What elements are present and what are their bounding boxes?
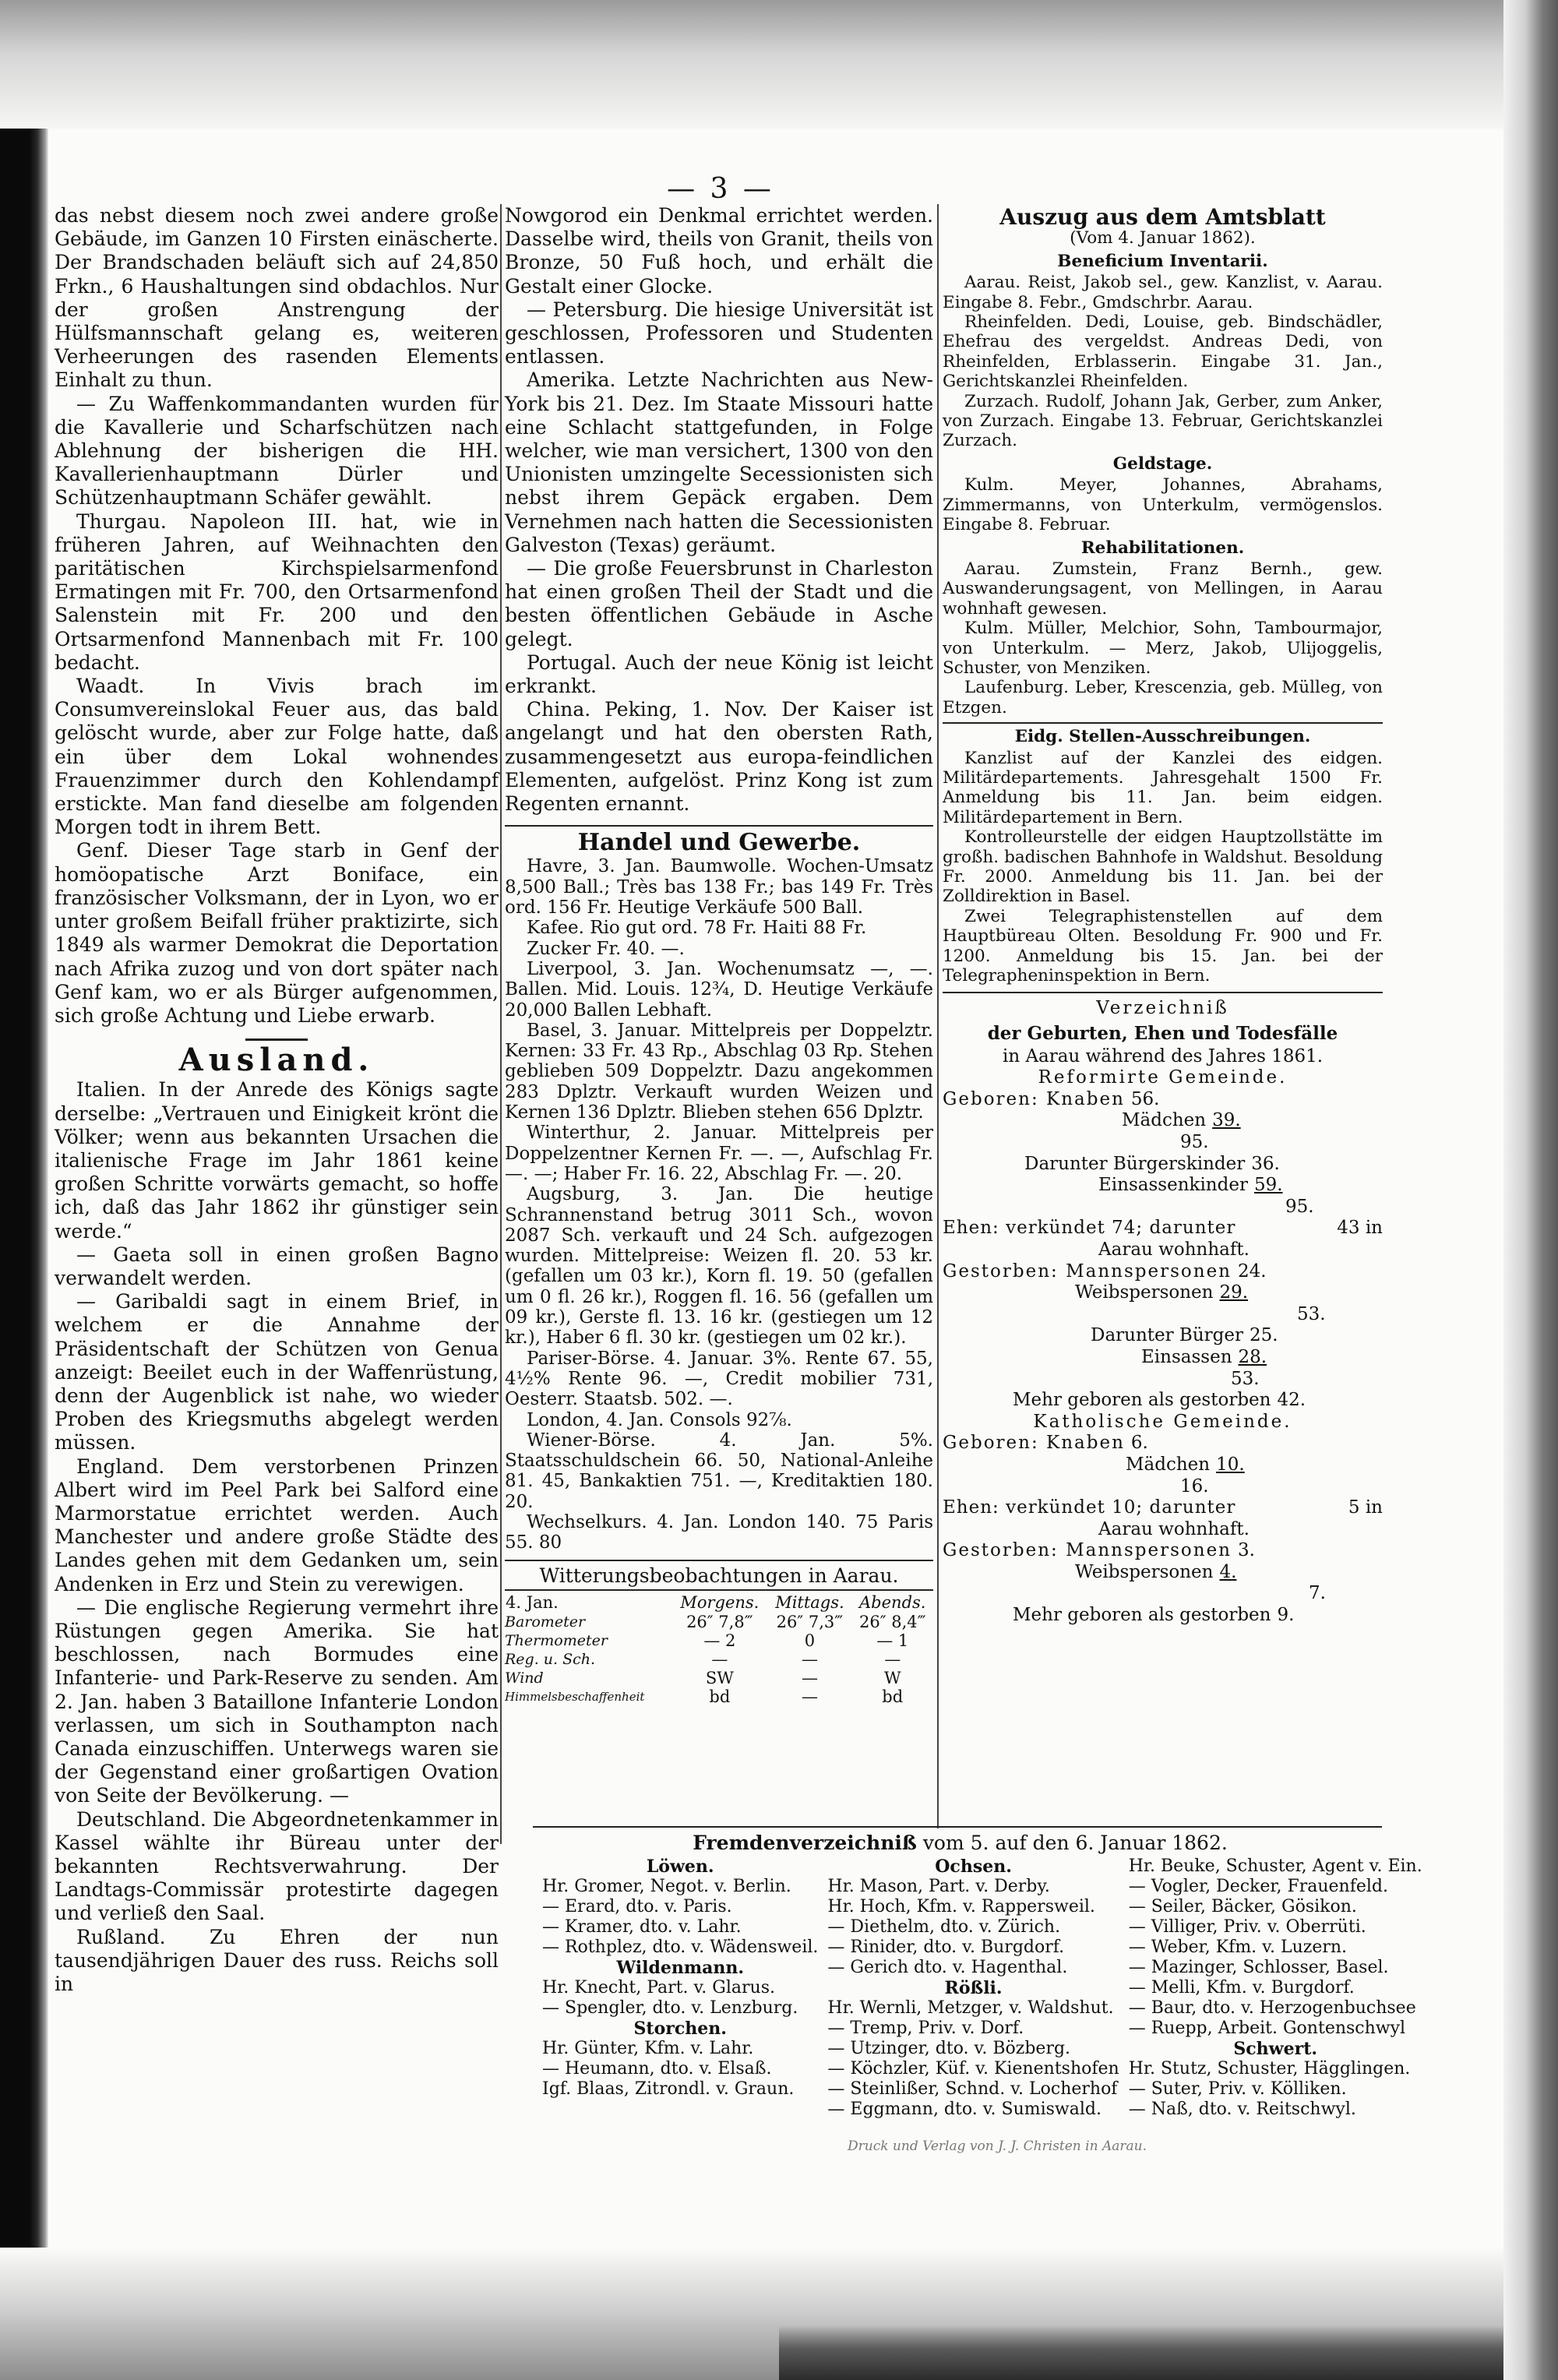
stat-total: 53. [1297, 1303, 1326, 1324]
weather-cell: 26″ 7,3‴ [776, 1612, 844, 1631]
stat-line [943, 1089, 1383, 1111]
weather-cell: 0 [804, 1631, 816, 1650]
weather-row-label: Barometer [505, 1613, 586, 1631]
imprint: Druck und Verlag von J. J. Christen in Aarau. [848, 2138, 1147, 2154]
weather-title: Witterungsbeobachtungen in Aarau. [539, 1564, 899, 1587]
weather-col-morning: Morgens. [680, 1592, 760, 1612]
article-brand: das nebst diesem noch zwei andere große Gebäude, im Ganzen 10 Firsten einäscherte. Der Brandschaden beläuft sich auf 24,850 Frkn., 6 Haushaltungen sind obdachlos. Nur der großen Anstrengung der Hülfsmannschaft gelang es, weiteren Verheerungen des rasenden Elements Einhalt zu thun. [55, 204, 499, 392]
stat-value: 25. [1249, 1325, 1278, 1346]
weather-table [505, 1592, 933, 1706]
stat-line [943, 1605, 1383, 1627]
stat-line [943, 1154, 1383, 1176]
guest-line: Igf. Blaas, Zitrondl. v. Graun. [542, 2079, 795, 2099]
weather-cell: — 1 [876, 1631, 909, 1650]
guest-line: — Gerich dto. v. Hagenthal. [827, 1958, 1068, 1977]
stat-label: Aarau wohnhaft. [1098, 1239, 1250, 1260]
stat-label: Darunter Bürger [1091, 1325, 1243, 1346]
section-divider [245, 1038, 308, 1041]
section-rule [943, 722, 1383, 724]
article-england: England. Dem verstorbenen Prinzen Albert wird im Peel Park bei Salford eine Marmorstatue errichtet werden. Auch Manchester und andere große Städte des Landes gehen mit dem Gedanken um, sein Andenken in Erz und Stein zu verewigen. [55, 1454, 499, 1595]
weather-row [505, 1669, 933, 1687]
stat-line [943, 1325, 1383, 1347]
amtsblatt-title: Auszug aus dem Amtsblatt [999, 204, 1326, 230]
stat-line [943, 1239, 1383, 1261]
guest-line: — Ruepp, Arbeit. Gontenschwyl [1128, 2019, 1406, 2038]
stat-total: 7. [1309, 1583, 1326, 1604]
stat-total: 53. [1231, 1368, 1260, 1389]
guest-line: Hr. Knecht, Part. v. Glarus. [542, 1978, 775, 1997]
geldstage-title: Geldstage. [1112, 453, 1213, 474]
guest-line: — Utzinger, dto. v. Bözberg. [827, 2039, 1071, 2058]
guest-line: — Suter, Priv. v. Kölliken. [1128, 2079, 1347, 2099]
stat-label: Einsassenkinder [1098, 1175, 1248, 1196]
stat-label: Mädchen [1122, 1110, 1207, 1131]
fremden-heading [538, 1833, 1383, 1853]
article-thurgau: Thurgau. Napoleon III. hat, wie in früheren Jahren, auf Weihnachten den paritätischen Kirchspielsarmenfond Ermatingen mit Fr. 700, den Ortsarmenfond Salenstein mit Fr. 200 und den Ortsarmenfond Mannenbach mit Fr. 100 bedacht. [55, 509, 499, 674]
guest-line: Hr. Mason, Part. v. Derby. [827, 1877, 1050, 1896]
market-liverpool: Liverpool, 3. Jan. Wochenumsatz —, —. Ballen. Mid. Louis. 12¾, D. Heutige Verkäufe 20,000 Ballen Lebhaft. [505, 958, 933, 1021]
guest-line: — Melli, Kfm. v. Burgdorf. [1128, 1978, 1355, 1997]
guest-line: Hr. Gromer, Negot. v. Berlin. [542, 1877, 791, 1896]
stat-value: 36. [1251, 1153, 1280, 1174]
weather-row [505, 1650, 933, 1669]
rehab-entry: Kulm. Müller, Melchior, Sohn, Tambourmajor, von Unterkulm. — Merz, Jakob, Ulijoggelis, Schuster, von Menziken. [943, 619, 1383, 678]
guest-line: Hr. Beuke, Schuster, Agent v. Ein. [1128, 1856, 1422, 1876]
section-rule [505, 825, 933, 827]
stat-value: 4. [1219, 1561, 1237, 1582]
stat-label: Ehen: verkündet 10; darunter [943, 1497, 1236, 1518]
market-basel: Basel, 3. Januar. Mittelpreis per Doppelztr. Kernen: 33 Fr. 43 Rp., Abschlag 03 Rp. Stehen geblieben 509 Doppelztr. Dazu angekommen 283 Dplztr. Verkauft wurden Weizen und Kernen 136 Dplztr. Blieben stehen 656 Dplztr. [505, 1020, 933, 1123]
rehab-title: Rehabilitationen. [1080, 538, 1245, 558]
weather-cell: — [801, 1649, 818, 1669]
market-zucker: Zucker Fr. 40. —. [527, 938, 685, 959]
article-england-ruestungen: — Die englische Regierung vermehrt ihre Rüstungen gegen Amerika. Sie hat beschlossen, nach Bormudes eine Infanterie- und Park-Reserve zu senden. Am 2. Jan. haben 3 Bataillone Infanterie London verlassen, um sich in Southampton nach Canada einzuschiffen. Unterwegs waren sie der Gegenstand einer großartigen Ovation von Seite der Bevölkerung. — [55, 1595, 499, 1807]
article-amerika: Amerika. Letzte Nachrichten aus New-York bis 21. Dez. Im Staate Missouri hatte eine Schlacht stattgefunden, in Folge welcher, wie man versichert, 1300 von den Unionisten umzingelte Secessionisten sich nebst ihrem Gepäck ergaben. Dem Vernehmen nach hatten die Secessionisten Galveston (Texas) geräumt. [505, 368, 933, 556]
article-waffenkommandanten: — Zu Waffenkommandanten wurden für die Kavallerie und Scharfschützen nach Ablehnung der bisherigen die HH. Kavallerienhauptmann Dürler und Schützenhauptmann Schäfer gewählt. [55, 392, 499, 509]
weather-cell: W [883, 1668, 901, 1687]
guest-line: — Steinlißer, Schnd. v. Locherhof [827, 2079, 1118, 2099]
weather-cell: SW [705, 1668, 734, 1687]
section-rule [505, 1589, 933, 1591]
stat-line [943, 1562, 1383, 1584]
stat-total: 95. [1285, 1196, 1314, 1217]
weather-cell: 26″ 7,8‴ [686, 1612, 753, 1631]
guest-line: — Vogler, Decker, Frauenfeld. [1128, 1877, 1388, 1896]
weather-cell: — [884, 1649, 901, 1669]
fremden-column [538, 1856, 823, 2120]
guest-line: — Spengler, dto. v. Lenzburg. [542, 1998, 798, 2018]
weather-date: 4. Jan. [506, 1592, 559, 1612]
page-number: — 3 — [667, 173, 774, 205]
weather-cell: — 2 [703, 1631, 736, 1650]
guest-line: — Köchzler, Küf. v. Kienentshofen [827, 2059, 1119, 2079]
article-genf: Genf. Dieser Tage starb in Genf der homöopatische Arzt Boniface, ein französischer Volksmann, der in Lyon, wo er unter großem Beifall früher praktizirte, sich 1849 als warmer Demokrat die Deportation nach Afrika zuzog und von dort später nach Genf kam, wo er als Bürger aufgenommen, sich große Achtung und Liebe erwarb. [55, 839, 499, 1027]
fremden-column [1124, 1856, 1427, 2120]
guest-line: — Weber, Kfm. v. Luzern. [1128, 1937, 1348, 1957]
column-rule-1 [500, 204, 502, 1844]
stat-value: 39. [1212, 1110, 1241, 1131]
column-3 [943, 204, 1383, 1627]
weather-row [505, 1613, 933, 1631]
stat-value: 3. [1238, 1540, 1255, 1561]
beneficium-entry: Rheinfelden. Dedi, Louise, geb. Bindschädler, Ehefrau des vergeldst. Andreas Dedi, von Rheinfelden, Erblasserin. Eingabe 31. Jan., Gerichtskanzlei Rheinfelden. [943, 312, 1383, 392]
fremden-column [823, 1856, 1123, 2120]
fremdenverzeichnis [538, 1832, 1422, 2120]
stat-line [943, 1261, 1383, 1283]
hotel-name: Ochsen. [935, 1856, 1012, 1877]
article-garibaldi: — Garibaldi sagt in einem Brief, in welchem er die Annahme der Präsidentschaft der Schützen von Genua anzeigt: Beeilet euch in der Waffenrüstung, denn der Augenblick ist nahe, wo wieder Proben des Kriegsmuths abgelegt werden müssen. [55, 1290, 499, 1454]
stat-label: Geboren: Knaben [943, 1433, 1125, 1454]
stat-value: 59. [1253, 1175, 1283, 1196]
stat-line [943, 1583, 1383, 1605]
weather-row-label: Wind [505, 1669, 544, 1687]
weather-cell: — [801, 1668, 818, 1687]
stat-line [943, 1218, 1383, 1239]
stat-line [943, 1197, 1383, 1218]
stat-line [943, 1110, 1383, 1132]
beneficium-title: Beneficium Inventarii. [1057, 251, 1268, 271]
stat-value: 43 in [1337, 1218, 1383, 1239]
market-london: London, 4. Jan. Consols 92⅞. [527, 1409, 792, 1430]
market-winterthur: Winterthur, 2. Januar. Mittelpreis per Doppelzentner Kernen Fr. —. —, Aufschlag Fr. —. —; Haber Fr. 16. 22, Abschlag Fr. —. 20. [505, 1123, 933, 1184]
verzeichnis-block [943, 998, 1383, 1626]
weather-cell: bd [709, 1687, 731, 1706]
market-wien-boerse: Wiener-Börse. 4. Jan. 5%. Staatsschuldschein 66. 50, National-Anleihe 81. 45, Bankaktien 751. —, Kreditaktien 180. 20. [505, 1430, 933, 1512]
guest-line: — Mazinger, Schlosser, Basel. [1128, 1958, 1389, 1977]
stat-label: Gestorben: Mannspersonen [943, 1540, 1232, 1561]
market-paris-boerse: Pariser-Börse. 4. Januar. 3%. Rente 67. 55, 4½% Rente 96. —, Credit mobilier 731, Oesterr. Staatsb. 502. —. [505, 1348, 933, 1410]
stat-value: 6. [1130, 1433, 1148, 1454]
fremden-subtitle: vom 5. auf den 6. Januar 1862. [922, 1832, 1228, 1854]
stellen-entry: Kanzlist auf der Kanzlei des eidgen. Militärdepartements. Jahresgehalt 1500 Fr. Anmeldung bis 11. Jan. beim eidgen. Militärdepartement in Bern. [943, 748, 1383, 827]
guest-line: — Seiler, Bäcker, Gösikon. [1128, 1897, 1357, 1916]
weather-header-row [505, 1592, 933, 1613]
stat-line [943, 1497, 1383, 1519]
article-deutschland: Deutschland. Die Abgeordnetenkammer in Kassel wählte ihr Büreau unter der bekannten Rechtsverwahrung. Der Landtags-Commissär protestirte dagegen und verließ den Saal. [55, 1807, 499, 1925]
verzeichnis-place: in Aarau während des Jahres 1861. [1002, 1045, 1324, 1067]
stat-line [943, 1282, 1383, 1304]
article-gaeta: — Gaeta soll in einen großen Bagno verwandelt werden. [55, 1243, 499, 1289]
weather-cell: 26″ 8,4‴ [858, 1612, 926, 1631]
market-havre: Havre, 3. Jan. Baumwolle. Wochen-Umsatz 8,500 Ball.; Très bas 138 Fr.; bas 149 Fr. Très ord. 156 Fr. Heutige Verkäufe 500 Ball. [505, 856, 933, 919]
stat-label: Weibspersonen [1075, 1282, 1214, 1303]
section-rule [505, 1560, 933, 1561]
guest-line: — Villiger, Priv. v. Oberrüti. [1128, 1917, 1366, 1937]
stat-line [943, 1540, 1383, 1562]
article-waadt: Waadt. In Vivis brach im Consumvereinslokal Feuer aus, das bald gelöscht wurde, aber zur Folge hatte, daß ein über dem Lokal wohnendes Frauenzimmer durch den Kohlendampf erstickte. Man fand dieselbe am folgenden Morgen todt in ihrem Bett. [55, 675, 499, 839]
katholisch-title: Katholische Gemeinde. [1033, 1411, 1292, 1432]
article-italien: Italien. In der Anrede des Königs sagte derselbe: „Vertrauen und Einigkeit krönt die Völker; wenn aus bekannten Ursachen die italienische Frage im Jahr 1861 keine großen Schritte vorwärts gemacht, so hoffe ich, daß das Jahr 1862 ihr günstiger sein werde.“ [55, 1078, 499, 1243]
hotel-name: Storchen. [633, 2019, 727, 2039]
stat-line [943, 1454, 1383, 1476]
section-title-ausland: Ausland. [178, 1042, 375, 1079]
stat-label: Einsassen [1141, 1346, 1232, 1367]
weather-cell: — [801, 1687, 818, 1706]
stat-line [943, 1476, 1383, 1498]
guest-line: — Rinider, dto. v. Burgdorf. [827, 1937, 1065, 1957]
stat-label: Gestorben: Mannspersonen [943, 1261, 1232, 1282]
stat-line [943, 1175, 1383, 1197]
guest-line: — Tremp, Priv. v. Dorf. [827, 2019, 1024, 2038]
scan-edge-top [0, 0, 1558, 129]
article-china: China. Peking, 1. Nov. Der Kaiser ist angelangt und hat den obersten Rath, zusammengesetzt aus europa-feindlichen Elementen, aufgelöst. Prinz Kong ist zum Regenten ernannt. [505, 698, 933, 816]
stat-label: Aarau wohnhaft. [1098, 1518, 1250, 1539]
article-charleston: — Die große Feuersbrunst in Charleston hat einen großen Theil der Stadt und die besten öffentlichen Gebäude in Asche gelegt. [505, 557, 933, 651]
stat-line [943, 1132, 1383, 1154]
stat-line [943, 1347, 1383, 1369]
market-kafee: Kafee. Rio gut ord. 78 Fr. Haiti 88 Fr. [527, 918, 867, 939]
guest-line: — Rothplez, dto. v. Wädensweil. [542, 1937, 819, 1957]
verzeichnis-title: Verzeichniß [1096, 998, 1229, 1019]
reformiert-title: Reformirte Gemeinde. [1038, 1067, 1288, 1088]
stellen-entry: Kontrolleurstelle der eidgen Hauptzollstätte im großh. badischen Bahnhofe in Waldshut. Besoldung Fr. 2000. Anmeldung bis 11. Jan. bei der Zolldirektion in Basel. [943, 827, 1383, 907]
stat-total: 16. [1180, 1476, 1209, 1497]
column-rule-2 [937, 204, 939, 1828]
guest-line: Hr. Stutz, Schuster, Hägglingen. [1128, 2059, 1411, 2079]
stat-value: 29. [1219, 1282, 1249, 1303]
stat-line [943, 1433, 1383, 1454]
rehab-entry: Laufenburg. Leber, Krescenzia, geb. Mülleg, von Etzgen. [943, 678, 1383, 718]
weather-col-evening: Abends. [859, 1592, 926, 1612]
scan-shadow [779, 2325, 1558, 2380]
guest-line: — Heumann, dto. v. Elsaß. [542, 2059, 772, 2079]
stellen-entry: Zwei Telegraphistenstellen auf dem Hauptbüreau Olten. Besoldung Fr. 900 und Fr. 1200. Anmeldung bis 15. Jan. bei der Telegrapheninspektion in Bern. [943, 906, 1383, 986]
stat-value: 10. [1216, 1454, 1245, 1475]
hotel-name: Schwert. [1233, 2039, 1318, 2059]
amtsblatt-date: (Vom 4. Januar 1862). [1070, 228, 1256, 249]
weather-col-noon: Mittags. [775, 1592, 844, 1612]
fremden-rule-top [533, 1826, 1382, 1828]
guest-line: — Baur, dto. v. Herzogenbuchsee [1128, 1998, 1416, 2018]
hotel-name: Rößli. [944, 1978, 1003, 1998]
stat-line [943, 1369, 1383, 1391]
stat-label: Mehr geboren als gestorben [1013, 1605, 1271, 1626]
section-rule [943, 992, 1383, 993]
binding-edge [0, 0, 48, 2380]
guest-line: Hr. Günter, Kfm. v. Lahr. [542, 2039, 754, 2058]
article-nowgorod: Nowgorod ein Denkmal errichtet werden. Dasselbe wird, theils von Granit, theils von Bronze, 50 Fuß hoch, und erhält die Gestalt einer Glocke. [505, 204, 933, 298]
stat-line [943, 1390, 1383, 1412]
stat-value: 24. [1238, 1261, 1267, 1282]
fremden-title: Fremdenverzeichniß [693, 1832, 917, 1854]
stat-label: Weibspersonen [1075, 1561, 1214, 1582]
guest-line: Hr. Wernli, Metzger, v. Waldshut. [827, 1998, 1114, 2018]
weather-row-label: Himmelsbeschaffenheit [505, 1689, 645, 1704]
stat-label: Geboren: Knaben [943, 1088, 1125, 1109]
stat-value: 56. [1130, 1088, 1160, 1109]
stat-total: 95. [1180, 1132, 1209, 1152]
guest-line: — Diethelm, dto. v. Zürich. [827, 1917, 1061, 1937]
guest-line: Hr. Hoch, Kfm. v. Rappersweil. [827, 1897, 1095, 1916]
column-1 [55, 204, 499, 1996]
weather-row-label: Thermometer [505, 1631, 608, 1649]
stat-value: 9. [1277, 1605, 1295, 1626]
handel-list [505, 856, 933, 1553]
stat-value: 28. [1238, 1346, 1267, 1367]
weather-row [505, 1631, 933, 1650]
guest-line: — Kramer, dto. v. Lahr. [542, 1917, 742, 1937]
guest-line: — Eggmann, dto. v. Sumiswald. [827, 2100, 1102, 2119]
column-2 [505, 204, 933, 1706]
stat-line [943, 1304, 1383, 1326]
article-russland: Rußland. Zu Ehren der nun tausendjährigen Dauer des russ. Reichs soll in [55, 1925, 499, 1996]
hotel-name: Löwen. [646, 1856, 714, 1877]
stat-label: Ehen: verkündet 74; darunter [943, 1218, 1236, 1239]
section-title-handel: Handel und Gewerbe. [577, 829, 861, 857]
stat-value: 5 in [1348, 1497, 1383, 1518]
guest-line: — Naß, dto. v. Reitschwyl. [1128, 2100, 1356, 2119]
fremden-columns [538, 1856, 1422, 2120]
beneficium-entry: Aarau. Reist, Jakob sel., gew. Kanzlist, v. Aarau. Eingabe 8. Febr., Gmdschrbr. Aarau. [943, 273, 1383, 312]
stat-label: Mädchen [1126, 1454, 1211, 1475]
weather-row [505, 1687, 933, 1706]
hotel-name: Wildenmann. [616, 1958, 744, 1978]
rehab-entry: Aarau. Zumstein, Franz Bernh., gew. Auswanderungsagent, von Mellingen, in Aarau wohnhaft gewesen. [943, 559, 1383, 619]
article-portugal: Portugal. Auch der neue König ist leicht erkrankt. [505, 651, 933, 698]
beneficium-entry: Zurzach. Rudolf, Johann Jak, Gerber, zum Anker, von Zurzach. Eingabe 13. Februar, Gerichtskanzlei Zurzach. [943, 391, 1383, 451]
verzeichnis-subtitle: der Geburten, Ehen und Todesfälle [987, 1023, 1338, 1045]
stat-label: Mehr geboren als gestorben [1013, 1390, 1271, 1411]
weather-cell: — [711, 1649, 728, 1669]
stat-label: Darunter Bürgerskinder [1024, 1153, 1246, 1174]
stellen-title: Eidg. Stellen-Ausschreibungen. [1014, 727, 1311, 747]
market-augsburg: Augsburg, 3. Jan. Die heutige Schrannenstand betrug 3011 Sch., wovon 2087 Sch. verkauft und 24 Sch. aufgezogen wurden. Mittelpreise: Weizen fl. 20. 53 kr. (gefallen um 03 kr.), Korn fl. 19. 50 (gefallen um 0 fl. 26 kr.), Roggen fl. 16. 56 (gefallen um 09 kr.), Gerste fl. 13. 16 kr. (gestiegen um 12 kr.), Haber 6 fl. 30 kr. (gestiegen um 02 kr.). [505, 1184, 933, 1349]
weather-cell: bd [882, 1687, 904, 1706]
scan-edge-right [1503, 0, 1558, 2380]
stat-line [943, 1519, 1383, 1541]
stat-value: 42. [1277, 1390, 1306, 1411]
weather-row-label: Reg. u. Sch. [505, 1650, 596, 1668]
guest-line: — Erard, dto. v. Paris. [542, 1897, 732, 1916]
article-petersburg: — Petersburg. Die hiesige Universität ist geschlossen, Professoren und Studenten entlassen. [505, 298, 933, 368]
geldstage-entry: Kulm. Meyer, Johannes, Abrahams, Zimmermanns, von Unterkulm, vermögenslos. Eingabe 8. Februar. [943, 475, 1383, 535]
market-wechselkurs: Wechselkurs. 4. Jan. London 140. 75 Paris 55. 80 [505, 1511, 933, 1553]
